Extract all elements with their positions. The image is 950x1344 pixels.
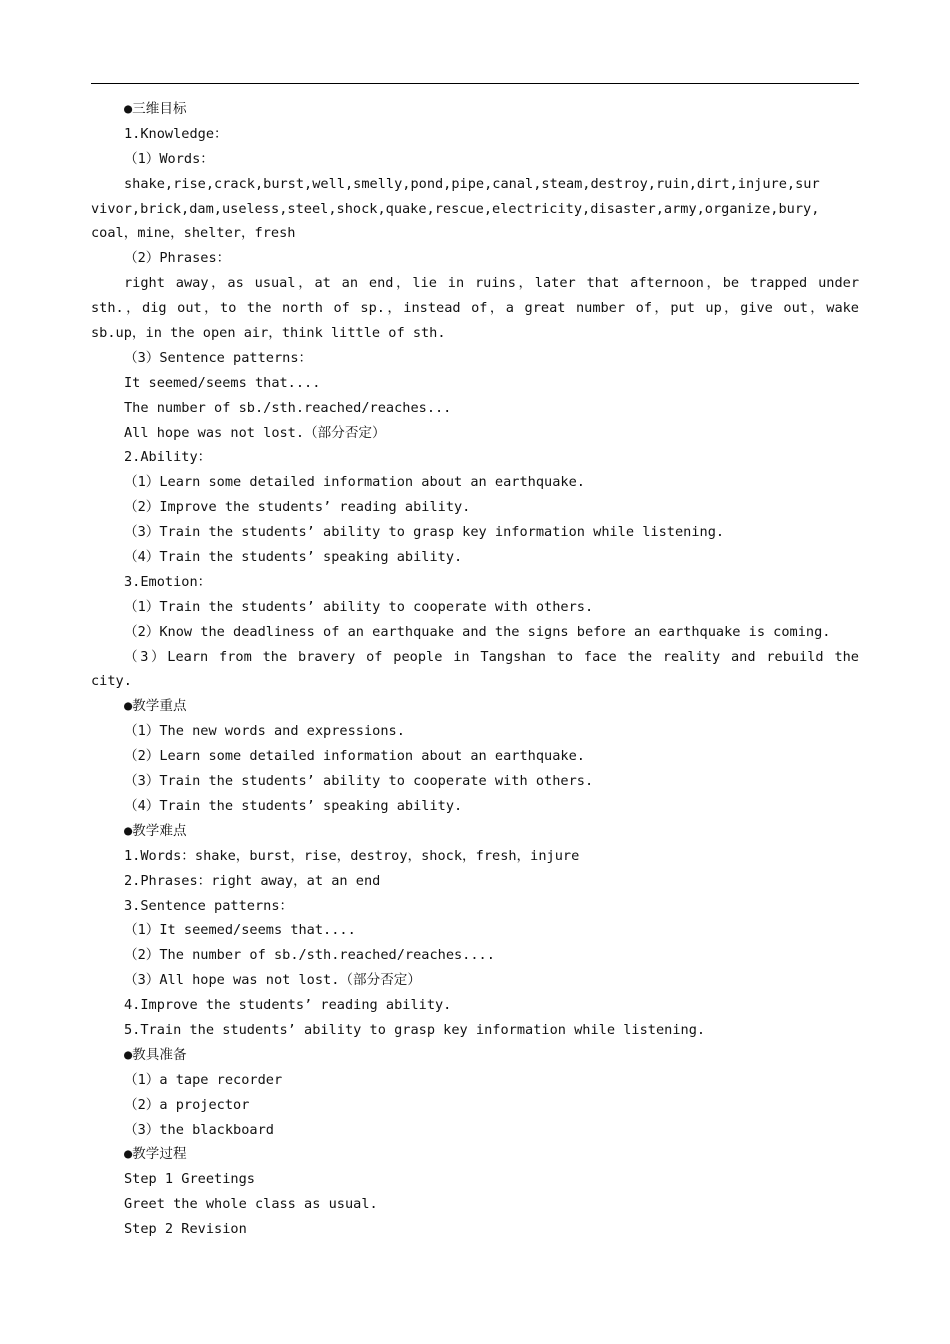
- section-heading: ●教学重点: [124, 698, 187, 715]
- text-line: right away，as usual，at an end，lie in ruins，later that afternoon，be trapped under: [124, 275, 859, 292]
- numbered-heading: 3.Sentence patterns：: [124, 897, 294, 914]
- section-heading: ●三维目标: [124, 101, 187, 117]
- text-line: Greet the whole class as usual.: [124, 1196, 378, 1213]
- list-item: （2）Improve the students’ reading ability.: [124, 499, 471, 516]
- list-item: （3）Sentence patterns：: [124, 349, 313, 366]
- text-line: sth.，dig out，to the north of sp.，instead of，a great number of，put up，give out，wake: [91, 300, 859, 317]
- list-item: （3）the blackboard: [124, 1121, 274, 1138]
- header-rule: [91, 83, 859, 84]
- text-line: vivor,brick,dam,useless,steel,shock,quake,rescue,electricity,disaster,army,organize,bury,: [91, 200, 820, 217]
- list-item: （1）Train the students’ ability to cooperate with others.: [124, 598, 594, 615]
- list-item: （2）Learn some detailed information about an earthquake.: [124, 748, 585, 765]
- list-item: （1）The new words and expressions.: [124, 723, 405, 740]
- step-heading: Step 2 Revision: [124, 1221, 247, 1238]
- section-heading: ●教具准备: [124, 1046, 187, 1063]
- list-item: （2）Know the deadliness of an earthquake and the signs before an earthquake is coming.: [124, 623, 831, 640]
- list-item: （2）Phrases：: [124, 250, 231, 267]
- section-heading: ●教学过程: [124, 1146, 187, 1163]
- list-item: （3）Train the students’ ability to grasp key information while listening.: [124, 524, 725, 541]
- step-heading: Step 1 Greetings: [124, 1171, 255, 1188]
- numbered-heading: 5.Train the students’ ability to grasp key information while listening.: [124, 1021, 706, 1038]
- list-item: （1）a tape recorder: [124, 1071, 283, 1088]
- text-line: It seemed/seems that....: [124, 374, 321, 391]
- numbered-heading: 1.Knowledge：: [124, 125, 228, 142]
- list-item: （3）Learn from the bravery of people in Tangshan to face the reality and rebuild the: [124, 648, 859, 665]
- list-item: （2）The number of sb./sth.reached/reaches....: [124, 947, 495, 964]
- text-line: The number of sb./sth.reached/reaches...: [124, 399, 452, 416]
- text-line: sb.up，in the open air，think little of sth.: [91, 325, 446, 342]
- numbered-heading: 4.Improve the students’ reading ability.: [124, 997, 452, 1014]
- list-item: （4）Train the students’ speaking ability.: [124, 797, 463, 814]
- numbered-heading: 2.Ability：: [124, 449, 212, 466]
- numbered-heading: 1.Words：shake，burst，rise，destroy，shock，fresh，injure: [124, 847, 580, 864]
- list-item: （1）Learn some detailed information about an earthquake.: [124, 474, 585, 491]
- list-item: （2）a projector: [124, 1096, 250, 1113]
- text-line: All hope was not lost.（部分否定）: [124, 424, 386, 441]
- list-item: （4）Train the students’ speaking ability.: [124, 549, 463, 566]
- list-item: （1）It seemed/seems that....: [124, 922, 356, 939]
- numbered-heading: 2.Phrases：right away，at an end: [124, 872, 381, 889]
- text-line: coal，mine，shelter，fresh: [91, 225, 296, 242]
- lesson-plan-body: [91, 97, 859, 1242]
- section-heading: ●教学难点: [124, 822, 187, 839]
- text-line: city.: [91, 673, 132, 690]
- list-item: （3）Train the students’ ability to cooperate with others.: [124, 773, 594, 790]
- list-item: （3）All hope was not lost.（部分否定）: [124, 972, 421, 989]
- list-item: （1）Words：: [124, 150, 214, 167]
- numbered-heading: 3.Emotion：: [124, 573, 212, 590]
- text-line: shake,rise,crack,burst,well,smelly,pond,pipe,canal,steam,destroy,ruin,dirt,injure,sur: [124, 175, 820, 192]
